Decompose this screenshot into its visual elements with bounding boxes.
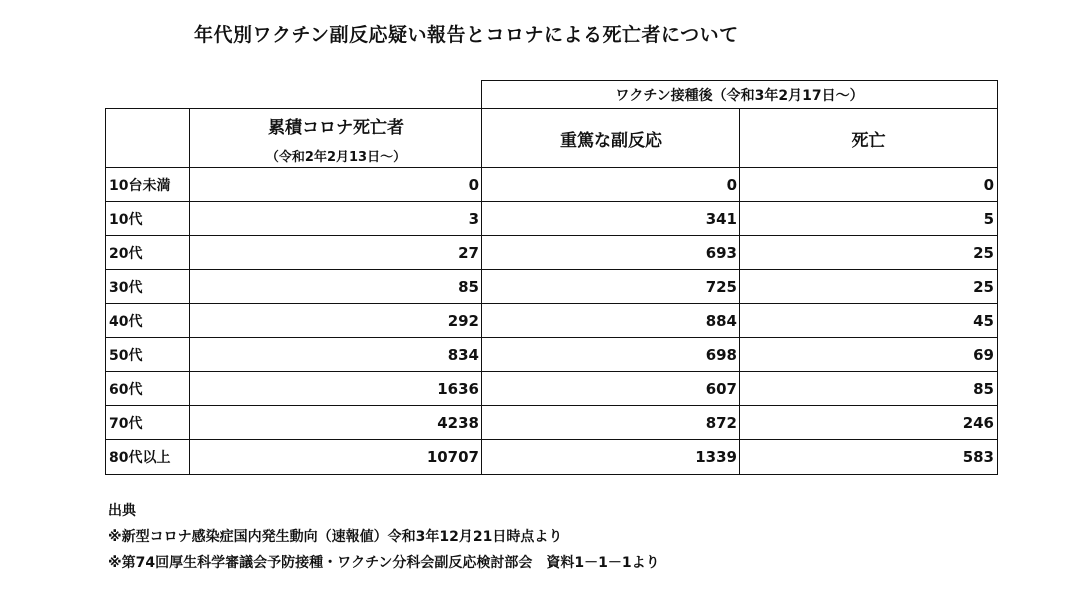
- age-cell: 70代: [105, 405, 191, 441]
- vaccine-death-cell: 5: [739, 201, 998, 237]
- covid-deaths-cell: 292: [189, 303, 483, 339]
- vaccine-death-cell: 45: [739, 303, 998, 339]
- sources-note: [108, 498, 660, 576]
- covid-deaths-cell: 4238: [189, 405, 483, 441]
- covid-deaths-cell: 85: [189, 269, 483, 305]
- age-cell: 10代: [105, 201, 191, 237]
- vaccine-death-cell: 583: [739, 439, 998, 475]
- severe-reaction-cell: 698: [481, 337, 741, 373]
- severe-reaction-cell: 1339: [481, 439, 741, 475]
- severe-reaction-cell: 884: [481, 303, 741, 339]
- source-item: ※第74回厚生科学審議会予防接種・ワクチン分科会副反応検討部会 資料1－1－1より: [108, 555, 660, 571]
- severe-reaction-cell: 725: [481, 269, 741, 305]
- vaccine-death-cell: 25: [739, 235, 998, 271]
- covid-deaths-cell: 1636: [189, 371, 483, 407]
- covid-deaths-cell: 3: [189, 201, 483, 237]
- covid-deaths-cell: 10707: [189, 439, 483, 475]
- source-item: ※新型コロナ感染症国内発生動向（速報値）令和3年12月21日時点より: [108, 529, 563, 545]
- vaccine-death-cell: 69: [739, 337, 998, 373]
- severe-reaction-cell: 0: [481, 167, 741, 203]
- age-cell: 60代: [105, 371, 191, 407]
- covid-deaths-header: [189, 108, 483, 169]
- vaccine-death-cell: 25: [739, 269, 998, 305]
- age-cell: 30代: [105, 269, 191, 305]
- severe-reaction-cell: 693: [481, 235, 741, 271]
- data-table: [105, 80, 998, 492]
- severe-reaction-cell: 872: [481, 405, 741, 441]
- covid-deaths-cell: 27: [189, 235, 483, 271]
- age-cell: 80代以上: [105, 439, 191, 475]
- vaccine-death-cell: 85: [739, 371, 998, 407]
- severe-reaction-header-label: 重篤な副反応: [560, 131, 662, 151]
- document-title: 年代別ワクチン副反応疑い報告とコロナによる死亡者について: [194, 24, 739, 46]
- vaccine-death-cell: 246: [739, 405, 998, 441]
- covid-deaths-cell: 0: [189, 167, 483, 203]
- severe-reaction-cell: 607: [481, 371, 741, 407]
- vaccine-death-header: [739, 108, 998, 169]
- age-cell: 40代: [105, 303, 191, 339]
- covid-deaths-header-label: 累積コロナ死亡者: [268, 117, 404, 138]
- age-cell: 10台未満: [105, 167, 191, 203]
- corner-cell: [105, 108, 191, 169]
- vaccine-group-header: ワクチン接種後（令和3年2月17日～）: [481, 80, 998, 110]
- sources-label: 出典: [108, 503, 136, 519]
- covid-deaths-cell: 834: [189, 337, 483, 373]
- covid-deaths-header-period: （令和2年2月13日～）: [265, 149, 407, 165]
- vaccine-death-header-label: 死亡: [851, 131, 886, 151]
- severe-reaction-cell: 341: [481, 201, 741, 237]
- age-cell: 20代: [105, 235, 191, 271]
- age-cell: 50代: [105, 337, 191, 373]
- vaccine-death-cell: 0: [739, 167, 998, 203]
- severe-reaction-header: [481, 108, 741, 169]
